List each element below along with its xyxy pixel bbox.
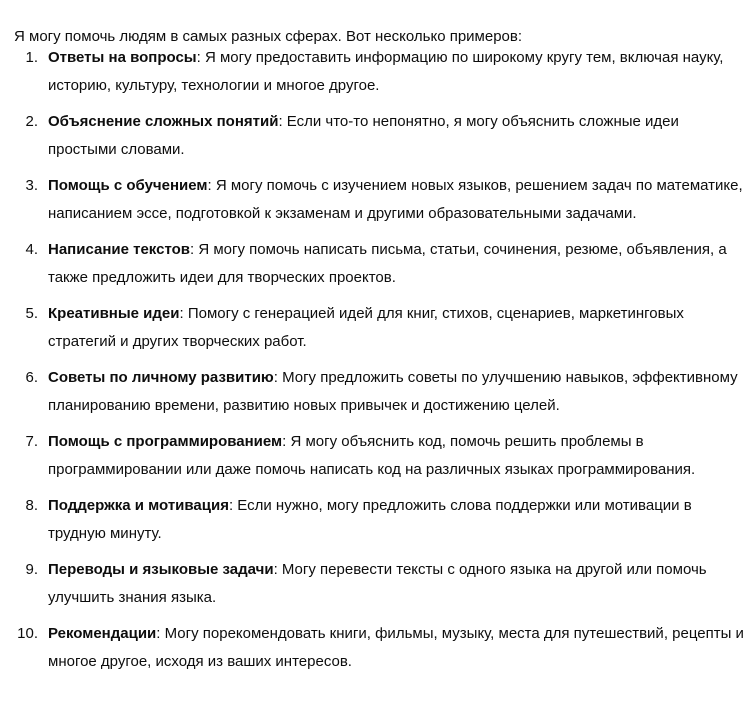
list-item-number: 8. <box>25 497 38 514</box>
list-item <box>0 172 753 228</box>
list-item-number: 2. <box>25 113 38 130</box>
list-item-body <box>48 492 748 548</box>
list-item-text: : Я могу объяснить код, помочь решить проблемы в программировании или даже помочь написать код на различных языках программирования. <box>48 433 696 478</box>
list-item-term: Советы по личному развитию <box>48 369 274 386</box>
list-item-number: 9. <box>25 561 38 578</box>
list-item-number: 10. <box>17 625 38 642</box>
list-item-text: : Помогу с генерацией идей для книг, стихов, сценариев, маркетинговых стратегий и других творческих работ. <box>48 305 684 350</box>
list-item-term: Ответы на вопросы <box>48 49 197 66</box>
list-item-body <box>48 44 748 100</box>
list-item-text: : Я могу предоставить информацию по широкому кругу тем, включая науку, историю, культуру, технологии и многое другое. <box>48 49 724 94</box>
list-item <box>0 556 753 612</box>
list-item-number: 1. <box>25 49 38 66</box>
list-item-body <box>48 620 748 676</box>
list-item-text: : Если нужно, могу предложить слова поддержки или мотивации в трудную минуту. <box>48 497 692 542</box>
list-item-term: Объяснение сложных понятий <box>48 113 279 130</box>
list-item-number: 4. <box>25 241 38 258</box>
list-item-body <box>48 428 748 484</box>
list-item-number: 5. <box>25 305 38 322</box>
list-item-body <box>48 108 748 164</box>
list-item-text: : Могу перевести тексты с одного языка на другой или помочь улучшить знания языка. <box>48 561 707 606</box>
list-item <box>0 620 753 676</box>
list-item-term: Поддержка и мотивация <box>48 497 229 514</box>
list-item-term: Переводы и языковые задачи <box>48 561 274 578</box>
help-areas-list <box>0 44 753 684</box>
list-item-body <box>48 300 748 356</box>
list-item-number: 3. <box>25 177 38 194</box>
list-item-body <box>48 172 748 228</box>
list-item <box>0 236 753 292</box>
list-item-body <box>48 236 748 292</box>
intro-paragraph: Я могу помочь людям в самых разных сферах. Вот несколько примеров: <box>14 28 523 45</box>
list-item <box>0 300 753 356</box>
list-item-term: Рекомендации <box>48 625 157 642</box>
list-item <box>0 428 753 484</box>
list-item-text: : Могу предложить советы по улучшению навыков, эффективному планированию времени, развитию новых привычек и достижению целей. <box>48 369 738 414</box>
list-item-text: : Могу порекомендовать книги, фильмы, музыку, места для путешествий, рецепты и многое другое, исходя из ваших интересов. <box>48 625 744 670</box>
list-item <box>0 108 753 164</box>
list-item-number: 7. <box>25 433 38 450</box>
list-item-text: : Если что-то непонятно, я могу объяснить сложные идеи простыми словами. <box>48 113 679 158</box>
list-item <box>0 44 753 100</box>
list-item-text: : Я могу помочь с изучением новых языков, решением задач по математике, написанием эссе, подготовкой к экзаменам и другими образовательными задачами. <box>48 177 743 222</box>
list-item-term: Креативные идеи <box>48 305 180 322</box>
list-item-term: Помощь с программированием <box>48 433 283 450</box>
list-item-text: : Я могу помочь написать письма, статьи, сочинения, резюме, объявления, а также предложить идеи для творческих проектов. <box>48 241 727 286</box>
list-item-term: Помощь с обучением <box>48 177 208 194</box>
list-item <box>0 364 753 420</box>
list-item <box>0 492 753 548</box>
list-item-body <box>48 364 748 420</box>
list-item-number: 6. <box>25 369 38 386</box>
list-item-term: Написание текстов <box>48 241 190 258</box>
list-item-body <box>48 556 748 612</box>
